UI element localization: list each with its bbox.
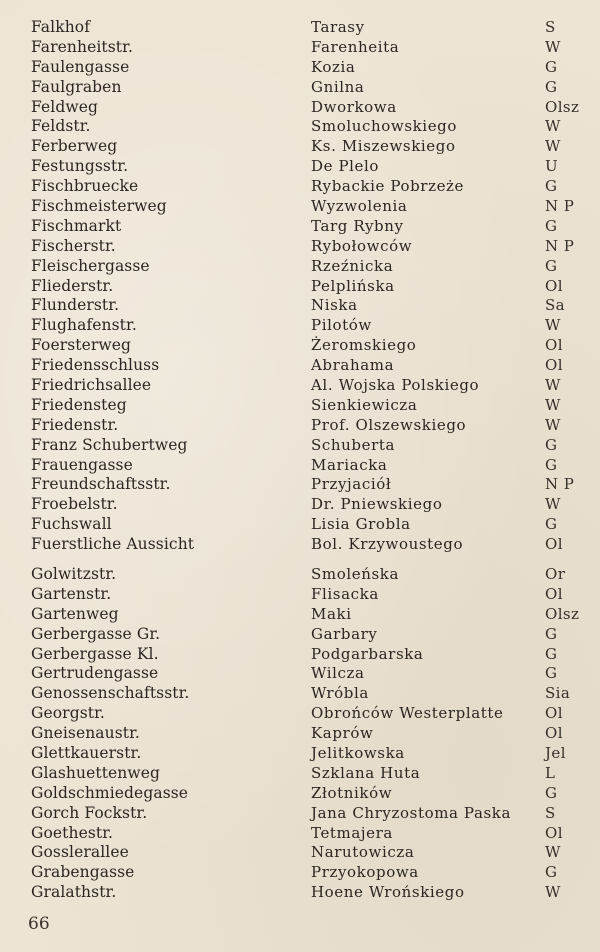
polish-street-name: Schuberta: [311, 435, 396, 454]
district-code: W: [545, 316, 561, 335]
german-street-name: Gosslerallee: [31, 843, 129, 862]
german-street-name: Falkhof: [31, 18, 91, 36]
district-code: G: [545, 624, 558, 643]
list-item: [0, 804, 600, 824]
district-code: W: [545, 376, 561, 395]
polish-street-name: Przyjaciół: [311, 475, 392, 494]
german-street-name: Froebelstr.: [31, 495, 118, 514]
list-item: [0, 684, 600, 704]
polish-street-name: Ks. Miszewskiego: [311, 137, 456, 156]
district-code: G: [545, 177, 558, 196]
list-item: [0, 585, 600, 605]
district-code: U: [545, 157, 559, 176]
german-street-name: Farenheitstr.: [31, 37, 133, 56]
list-item: [0, 645, 600, 665]
german-street-name: Flughafenstr.: [31, 316, 137, 335]
german-street-name: Flunderstr.: [31, 296, 120, 315]
german-street-name: Foersterweg: [31, 336, 132, 355]
polish-street-name: Bol. Krzywoustego: [311, 535, 464, 554]
german-street-name: Gorch Fockstr.: [31, 803, 148, 822]
street-list-f: [0, 18, 600, 555]
list-item: [0, 475, 600, 495]
german-street-name: Glashuettenweg: [31, 763, 161, 782]
polish-street-name: Smoluchowskiego: [311, 117, 458, 136]
polish-street-name: Narutowicza: [311, 843, 415, 862]
list-item: [0, 784, 600, 804]
polish-street-name: Smoleńska: [311, 565, 399, 583]
polish-street-name: Targ Rybny: [311, 216, 404, 235]
district-code: G: [545, 216, 558, 235]
polish-street-name: Kaprów: [311, 724, 374, 743]
german-street-name: Friedenstr.: [31, 415, 119, 434]
polish-street-name: De Plelo: [311, 157, 380, 176]
polish-street-name: Mariacka: [311, 455, 388, 474]
german-street-name: Friedensteg: [31, 395, 127, 414]
polish-street-name: Garbary: [311, 624, 378, 643]
district-code: G: [545, 664, 558, 683]
german-street-name: Gertrudengasse: [31, 664, 159, 683]
list-item: [0, 257, 600, 277]
list-item: [0, 356, 600, 376]
german-street-name: Fleischergasse: [31, 256, 150, 275]
polish-street-name: Dr. Pniewskiego: [311, 495, 443, 514]
district-code: Ol: [545, 336, 563, 355]
list-item: [0, 38, 600, 58]
district-code: W: [545, 415, 561, 434]
district-code: G: [545, 455, 558, 474]
polish-street-name: Kozia: [311, 57, 356, 76]
german-street-name: Goethestr.: [31, 823, 114, 842]
polish-street-name: Sienkiewicza: [311, 395, 418, 414]
list-item: [0, 764, 600, 784]
district-code: L: [545, 763, 556, 782]
district-code: W: [545, 495, 561, 514]
german-street-name: Georgstr.: [31, 704, 105, 723]
german-street-name: Gartenstr.: [31, 584, 112, 603]
district-code: Olsz: [545, 604, 580, 623]
polish-street-name: Rybołowców: [311, 236, 413, 255]
list-item: [0, 605, 600, 625]
german-street-name: Friedensschluss: [31, 356, 160, 375]
district-code: Sia: [545, 684, 571, 703]
district-code: Jel: [545, 744, 566, 763]
list-item: [0, 277, 600, 297]
german-street-name: Fischerstr.: [31, 236, 116, 255]
district-code: W: [545, 37, 561, 56]
list-item: [0, 78, 600, 98]
list-item: [0, 137, 600, 157]
german-street-name: Genossenschaftsstr.: [31, 684, 190, 703]
district-code: G: [545, 256, 558, 275]
polish-street-name: Rybackie Pobrzeże: [311, 177, 465, 196]
german-street-name: Fischmeisterweg: [31, 197, 167, 216]
list-item: [0, 197, 600, 217]
district-code: W: [545, 137, 561, 156]
polish-street-name: Farenheita: [311, 37, 400, 56]
district-code: N P: [545, 197, 575, 216]
polish-street-name: Obrońców Westerplatte: [311, 704, 504, 723]
district-code: Ol: [545, 724, 563, 743]
polish-street-name: Wróbla: [311, 684, 369, 703]
list-item: [0, 535, 600, 555]
german-street-name: Fischbruecke: [31, 177, 139, 196]
district-code: W: [545, 395, 561, 414]
polish-street-name: Szklana Huta: [311, 763, 421, 782]
district-code: G: [545, 515, 558, 534]
list-item: [0, 177, 600, 197]
district-code: Ol: [545, 704, 563, 723]
list-item: [0, 724, 600, 744]
german-street-name: Franz Schubertweg: [31, 435, 188, 454]
polish-street-name: Złotników: [311, 783, 393, 802]
list-item: [0, 217, 600, 237]
polish-street-name: Żeromskiego: [311, 336, 417, 355]
district-code: Sa: [545, 296, 566, 315]
list-item: [0, 316, 600, 336]
district-code: Ol: [545, 356, 563, 375]
list-item: [0, 18, 600, 38]
street-list-g: [0, 565, 600, 903]
list-item: [0, 843, 600, 863]
german-street-name: Freundschaftsstr.: [31, 475, 171, 494]
district-code: S: [545, 803, 556, 822]
list-item: [0, 744, 600, 764]
german-street-name: Ferberweg: [31, 137, 118, 156]
german-street-name: Feldstr.: [31, 117, 91, 136]
german-street-name: Goldschmiedegasse: [31, 783, 189, 802]
polish-street-name: Al. Wojska Polskiego: [311, 376, 480, 395]
district-code: Or: [545, 565, 566, 583]
district-code: G: [545, 57, 558, 76]
polish-street-name: Lisia Grobla: [311, 515, 411, 534]
list-item: [0, 117, 600, 137]
polish-street-name: Przyokopowa: [311, 863, 419, 882]
german-street-name: Feldweg: [31, 97, 99, 116]
list-item: [0, 863, 600, 883]
german-street-name: Fuchswall: [31, 515, 112, 534]
german-street-name: Fischmarkt: [31, 216, 122, 235]
german-street-name: Golwitzstr.: [31, 565, 117, 583]
polish-street-name: Niska: [311, 296, 358, 315]
german-street-name: Gralathstr.: [31, 883, 117, 902]
german-street-name: Festungsstr.: [31, 157, 129, 176]
polish-street-name: Tetmajera: [311, 823, 393, 842]
district-code: G: [545, 435, 558, 454]
polish-street-name: Jana Chryzostoma Paska: [311, 803, 512, 822]
list-item: [0, 436, 600, 456]
district-code: Ol: [545, 584, 563, 603]
german-street-name: Faulgraben: [31, 77, 122, 96]
list-item: [0, 396, 600, 416]
list-item: [0, 296, 600, 316]
polish-street-name: Wilcza: [311, 664, 365, 683]
polish-street-name: Prof. Olszewskiego: [311, 415, 467, 434]
district-code: Ol: [545, 276, 563, 295]
list-item: [0, 565, 600, 585]
german-street-name: Faulengasse: [31, 57, 130, 76]
district-code: G: [545, 644, 558, 663]
german-street-name: Gartenweg: [31, 604, 119, 623]
list-item: [0, 416, 600, 436]
district-code: W: [545, 843, 561, 862]
german-street-name: Fliederstr.: [31, 276, 114, 295]
german-street-name: Glettkauerstr.: [31, 744, 142, 763]
list-item: [0, 664, 600, 684]
polish-street-name: Tarasy: [311, 18, 365, 36]
district-code: G: [545, 783, 558, 802]
polish-street-name: Podgarbarska: [311, 644, 424, 663]
polish-street-name: Rzeźnicka: [311, 256, 394, 275]
district-code: N P: [545, 475, 575, 494]
german-street-name: Friedrichsallee: [31, 376, 152, 395]
list-item: [0, 58, 600, 78]
district-code: G: [545, 863, 558, 882]
polish-street-name: Maki: [311, 604, 352, 623]
german-street-name: Grabengasse: [31, 863, 135, 882]
list-item: [0, 98, 600, 118]
list-item: [0, 157, 600, 177]
district-code: G: [545, 77, 558, 96]
district-code: S: [545, 18, 556, 36]
list-item: [0, 376, 600, 396]
district-code: N P: [545, 236, 575, 255]
district-code: W: [545, 117, 561, 136]
list-item: [0, 495, 600, 515]
list-item: [0, 824, 600, 844]
list-item: [0, 704, 600, 724]
german-street-name: Frauengasse: [31, 455, 133, 474]
polish-street-name: Flisacka: [311, 584, 379, 603]
list-item: [0, 336, 600, 356]
district-code: Olsz: [545, 97, 580, 116]
list-item: [0, 625, 600, 645]
polish-street-name: Jelitkowska: [311, 744, 405, 763]
district-code: Ol: [545, 823, 563, 842]
german-street-name: Gerbergasse Gr.: [31, 624, 161, 643]
list-item: [0, 456, 600, 476]
page-number: 66: [28, 914, 50, 934]
district-code: Ol: [545, 535, 563, 554]
polish-street-name: Pilotów: [311, 316, 372, 335]
list-item: [0, 237, 600, 257]
polish-street-name: Hoene Wrońskiego: [311, 883, 465, 902]
list-item: [0, 515, 600, 535]
district-code: W: [545, 883, 561, 902]
german-street-name: Gneisenaustr.: [31, 724, 140, 743]
german-street-name: Fuerstliche Aussicht: [31, 535, 195, 554]
polish-street-name: Wyzwolenia: [311, 197, 408, 216]
german-street-name: Gerbergasse Kl.: [31, 644, 159, 663]
polish-street-name: Gnilna: [311, 77, 365, 96]
polish-street-name: Abrahama: [311, 356, 395, 375]
polish-street-name: Pelplińska: [311, 276, 395, 295]
list-item: [0, 883, 600, 903]
polish-street-name: Dworkowa: [311, 97, 397, 116]
